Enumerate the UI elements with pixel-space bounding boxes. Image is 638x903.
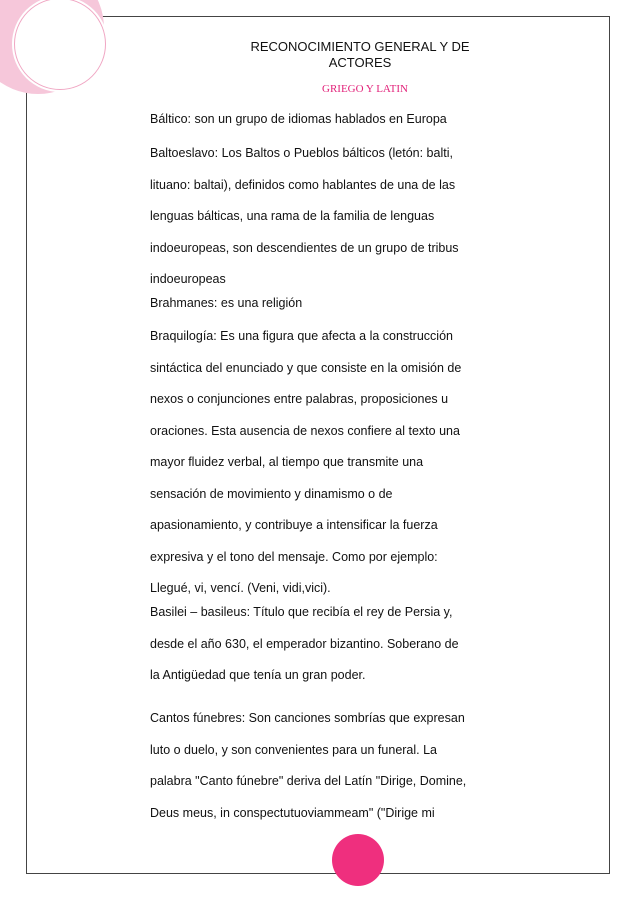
text-line: oraciones. Esta ausencia de nexos confiere al texto una — [150, 423, 460, 438]
text-line: indoeuropeas, son descendientes de un grupo de tribus — [150, 240, 459, 255]
paragraph-cantos — [150, 703, 490, 829]
decorative-circle-bottom — [332, 834, 384, 886]
text-line: Deus meus, in conspectutuoviammeam" ("Dirige mi — [150, 805, 435, 820]
text-line: desde el año 630, el emperador bizantino. Soberano de — [150, 636, 459, 651]
decorative-circle-ring — [14, 0, 106, 90]
page-title — [230, 39, 490, 71]
text-line: mayor fluidez verbal, al tiempo que transmite una — [150, 455, 424, 469]
text-line: Braquilogía: Es una figura que afecta a la construcción — [150, 329, 453, 343]
text-line: expresiva y el tono del mensaje. Como por ejemplo: — [150, 549, 438, 564]
text-line: Báltico: son un grupo de idiomas hablados en Europa — [150, 112, 447, 126]
text-line: sensación de movimiento y dinamismo o de — [150, 486, 393, 501]
title-line-2: ACTORES — [328, 55, 392, 70]
paragraph-baltico — [150, 109, 490, 129]
text-line: Baltoeslavo: Los Baltos o Pueblos bálticos (letón: balti, — [150, 146, 453, 160]
text-line: sintáctica del enunciado y que consiste en la omisión de — [150, 360, 462, 375]
text-line: lenguas bálticas, una rama de la familia de lenguas — [150, 209, 435, 223]
text-line: indoeuropeas — [150, 272, 226, 286]
text-line: lituano: baltai), definidos como hablantes de una de las — [150, 177, 456, 192]
title-line-1: RECONOCIMIENTO GENERAL Y DE — [250, 39, 470, 54]
text-line: Basilei – basileus: Título que recibía el rey de Persia y, — [150, 605, 453, 619]
text-line: Llegué, vi, vencí. (Veni, vidi,vici). — [150, 581, 331, 595]
paragraph-brahmanes — [150, 293, 490, 313]
paragraph-braquilogia — [150, 321, 490, 605]
paragraph-basilei — [150, 597, 490, 692]
text-line: apasionamiento, y contribuye a intensificar la fuerza — [150, 518, 438, 532]
text-line: la Antigüedad que tenía un gran poder. — [150, 668, 366, 682]
page-subtitle: GRIEGO Y LATIN — [322, 83, 408, 95]
text-line: Brahmanes: es una religión — [150, 296, 303, 310]
paragraph-baltoeslavo — [150, 138, 490, 296]
text-line: nexos o conjunciones entre palabras, proposiciones u — [150, 392, 449, 406]
text-line: Cantos fúnebres: Son canciones sombrías que expresan — [150, 711, 465, 725]
text-line: luto o duelo, y son convenientes para un funeral. La — [150, 742, 438, 757]
text-line: palabra "Canto fúnebre" deriva del Latín "Dirige, Domine, — [150, 774, 467, 788]
